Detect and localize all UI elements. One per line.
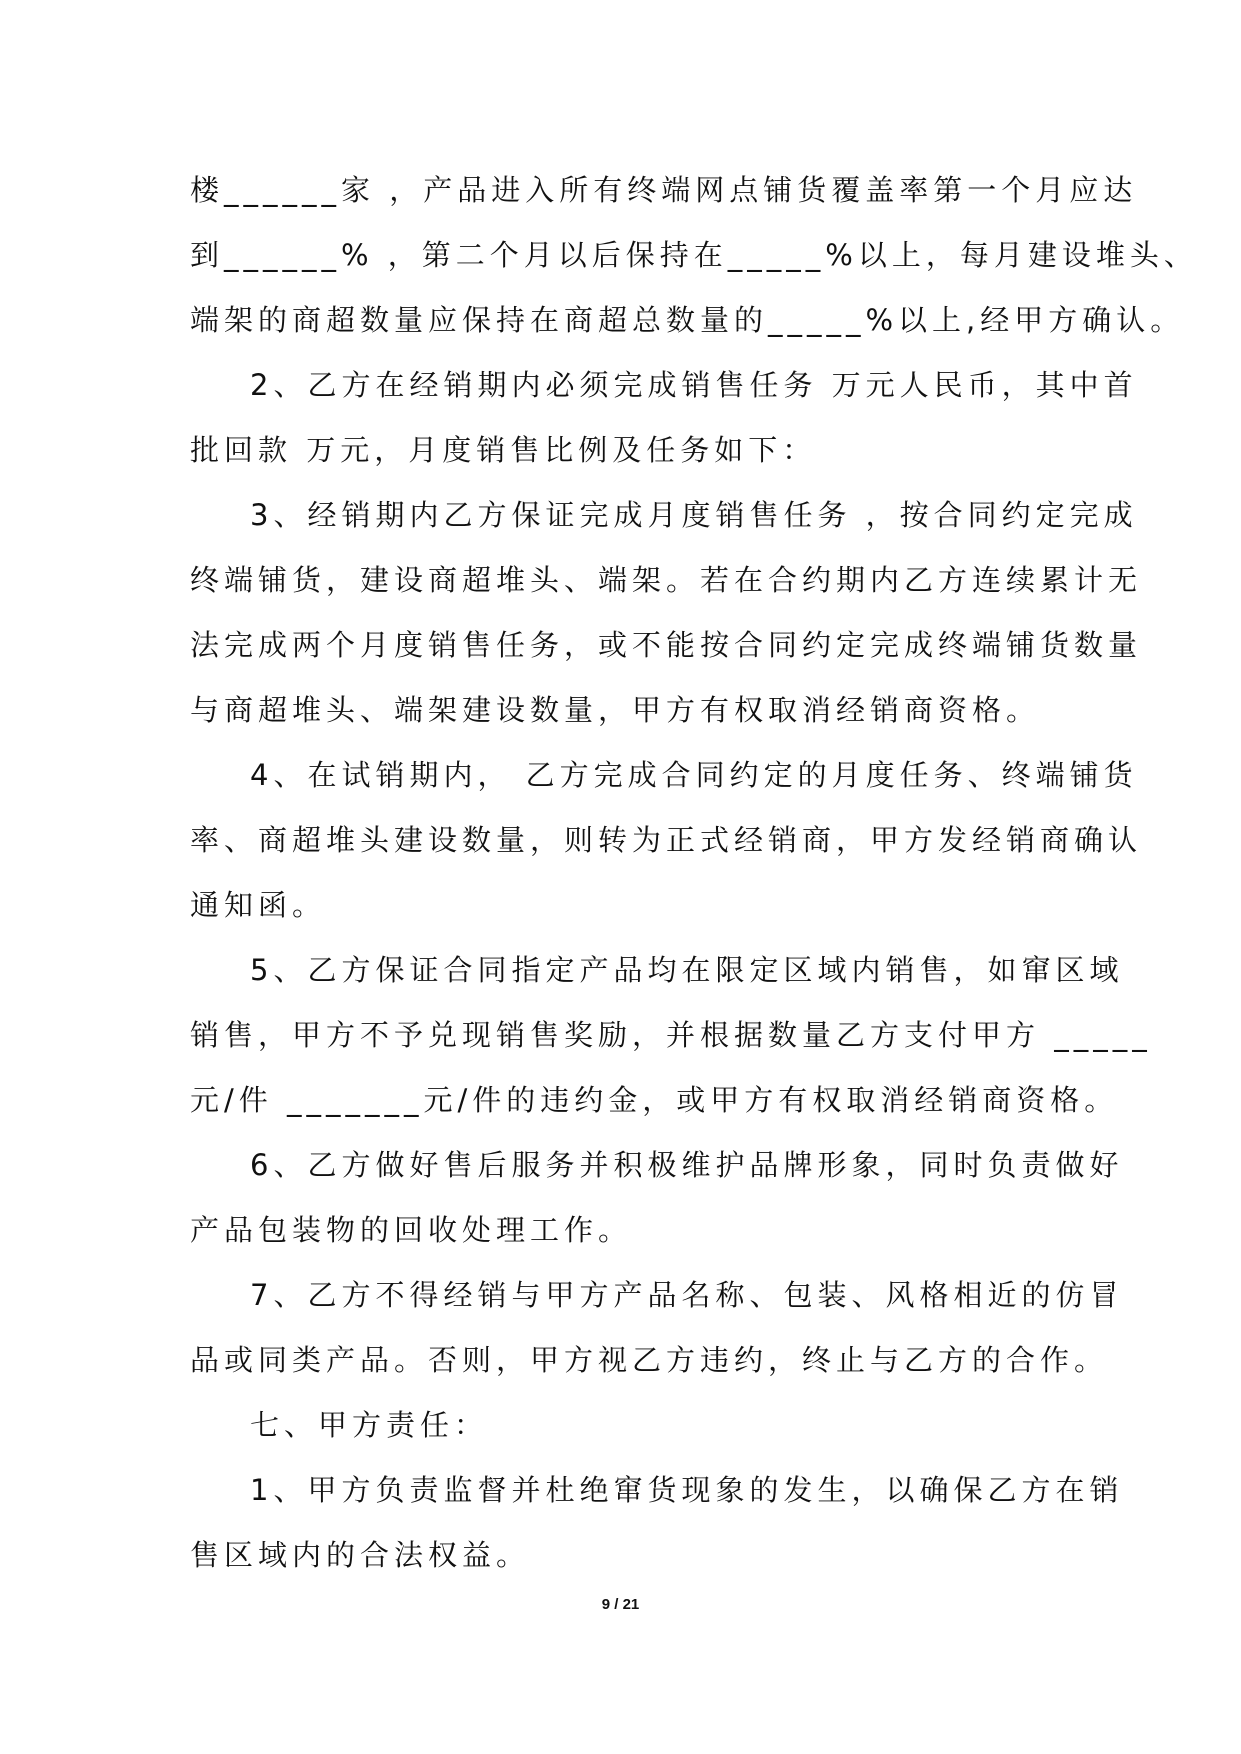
paragraph-item-3 xyxy=(190,483,1143,743)
text-line: 1、甲方负责监督并杜绝窜货现象的发生，以确保乙方在销 xyxy=(250,1473,1124,1507)
text-line: 通知函。 xyxy=(190,888,327,922)
paragraph-party-a-item-1 xyxy=(190,1458,1124,1588)
page-number: 9 / 21 xyxy=(601,1596,640,1613)
paragraph-item-5 xyxy=(190,938,1152,1133)
section-heading-text: 七、甲方责任： xyxy=(250,1408,489,1442)
text-line: 3、经销期内乙方保证完成月度销售任务 ，按合同约定完成 xyxy=(250,498,1138,532)
paragraph-item-4 xyxy=(190,743,1143,938)
paragraph-continuation xyxy=(190,158,1198,353)
text-line: 7、乙方不得经销与甲方产品名称、包装、风格相近的仿冒 xyxy=(250,1278,1124,1312)
text-line: 售区域内的合法权益。 xyxy=(190,1538,531,1572)
text-line: 产品包装物的回收处理工作。 xyxy=(190,1213,633,1247)
paragraph-item-6 xyxy=(190,1133,1124,1263)
text-line: 与商超堆头、端架建设数量，甲方有权取消经销商资格。 xyxy=(190,693,1041,727)
paragraph-item-7 xyxy=(190,1263,1124,1393)
text-line: 4、在试销期内， 乙方完成合同约定的月度任务、终端铺货 xyxy=(250,758,1138,792)
text-line: 5、乙方保证合同指定产品均在限定区域内销售，如窜区域 xyxy=(250,953,1124,987)
text-line: 批回款 万元，月度销售比例及任务如下： xyxy=(190,433,817,467)
text-line: 终端铺货，建设商超堆头、端架。若在合约期内乙方连续累计无 xyxy=(190,563,1143,597)
text-line: 2、乙方在经销期内必须完成销售任务 万元人民币，其中首 xyxy=(250,368,1138,402)
paragraph-item-2 xyxy=(190,353,1138,483)
text-line: 6、乙方做好售后服务并积极维护品牌形象，同时负责做好 xyxy=(250,1148,1124,1182)
text-line: 法完成两个月度销售任务，或不能按合同约定完成终端铺货数量 xyxy=(190,628,1143,662)
section-heading xyxy=(190,1393,1090,1458)
text-line: 品或同类产品。否则，甲方视乙方违约，终止与乙方的合作。 xyxy=(190,1343,1109,1377)
text-line: 率、商超堆头建设数量，则转为正式经销商，甲方发经销商确认 xyxy=(190,823,1143,857)
text-line: 端架的商超数量应保持在商超总数量的_____%以上,经甲方确认。 xyxy=(190,303,1185,337)
document-body xyxy=(190,158,1198,1588)
text-line: 楼______家 ，产品进入所有终端网点铺货覆盖率第一个月应达 xyxy=(190,173,1138,207)
text-line: 到______% ，第二个月以后保持在_____%以上，每月建设堆头、 xyxy=(190,238,1198,272)
text-line: 元/件 _______元/件的违约金，或甲方有权取消经销商资格。 xyxy=(190,1083,1119,1117)
text-line: 销售，甲方不予兑现销售奖励，并根据数量乙方支付甲方 _____ xyxy=(190,1018,1152,1052)
